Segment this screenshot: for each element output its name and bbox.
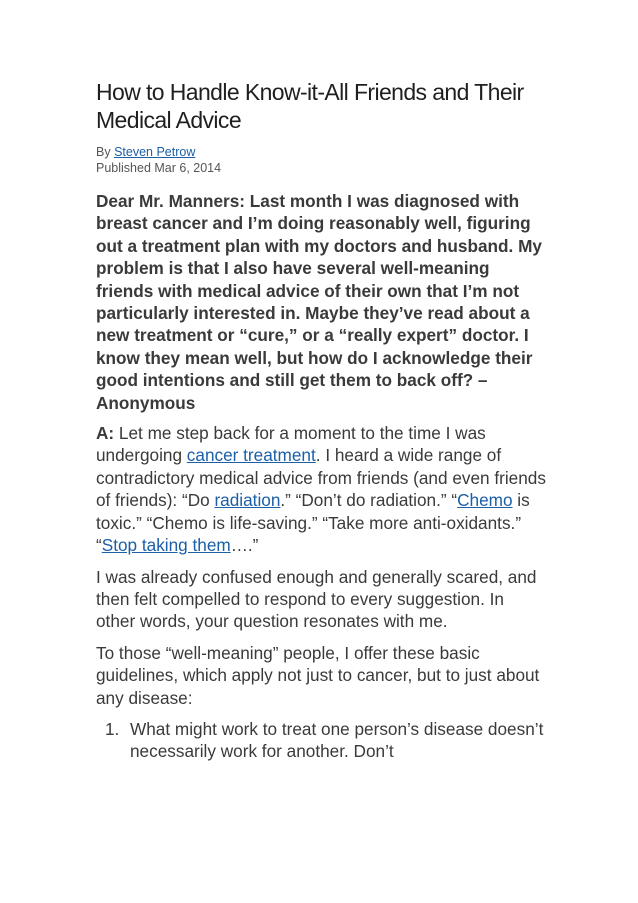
answer-text-4: is toxic.” “Chemo is life-saving.” “Take more anti-oxidants.” “: [96, 490, 530, 556]
answer-lead: A:: [96, 423, 115, 444]
chemo-link[interactable]: Chemo: [457, 490, 513, 511]
list-item: [105, 718, 546, 763]
answer-text-1: Let me step back for a moment to the time I was undergoing: [96, 423, 486, 466]
article-title: How to Handle Know-it-All Friends and Their Medical Advice: [96, 79, 524, 133]
answer-paragraph: [96, 422, 546, 556]
byline-prefix: By: [96, 145, 115, 159]
answer-text-2: . I heard a wide range of contradictory medical advice from friends (and even friends of friends): “Do: [96, 445, 546, 511]
cancer-treatment-link[interactable]: cancer treatment: [186, 445, 316, 466]
list-item-text: What might work to treat one person’s disease doesn’t necessarily work for another. Don’t: [130, 718, 544, 762]
stop-taking-them-link[interactable]: Stop taking them: [101, 535, 231, 556]
radiation-link[interactable]: radiation: [214, 490, 281, 511]
paragraph: I was already confused enough and generally scared, and then felt compelled to respond to every suggestion. In other words, your question resonates with me.: [96, 566, 537, 632]
reader-question: Dear Mr. Manners: Last month I was diagnosed with breast cancer and I’m doing reasonably well, figuring out a treatment plan with my doctors and husband. My problem is that I also have several well-meaning friends with medical advice of their own that I’m not particularly interested in. Maybe they’ve read about a new treatment or “cure,” or a “really expert” doctor. I know they mean well, but how do I acknowledge their good intentions and still get them to back off? –Anonymous: [96, 191, 542, 413]
byline: [96, 144, 546, 160]
answer-text-5: ….”: [230, 535, 259, 556]
article: [96, 78, 546, 763]
guidelines-list: [96, 718, 546, 763]
answer-text-3: .” “Don’t do radiation.” “: [280, 490, 458, 511]
author-link[interactable]: Steven Petrow: [114, 145, 196, 159]
published-date: Published Mar 6, 2014: [96, 161, 222, 175]
paragraph: To those “well-meaning” people, I offer these basic guidelines, which apply not just to cancer, but to just about any disease:: [96, 642, 540, 708]
list-number: 1.: [105, 718, 120, 739]
